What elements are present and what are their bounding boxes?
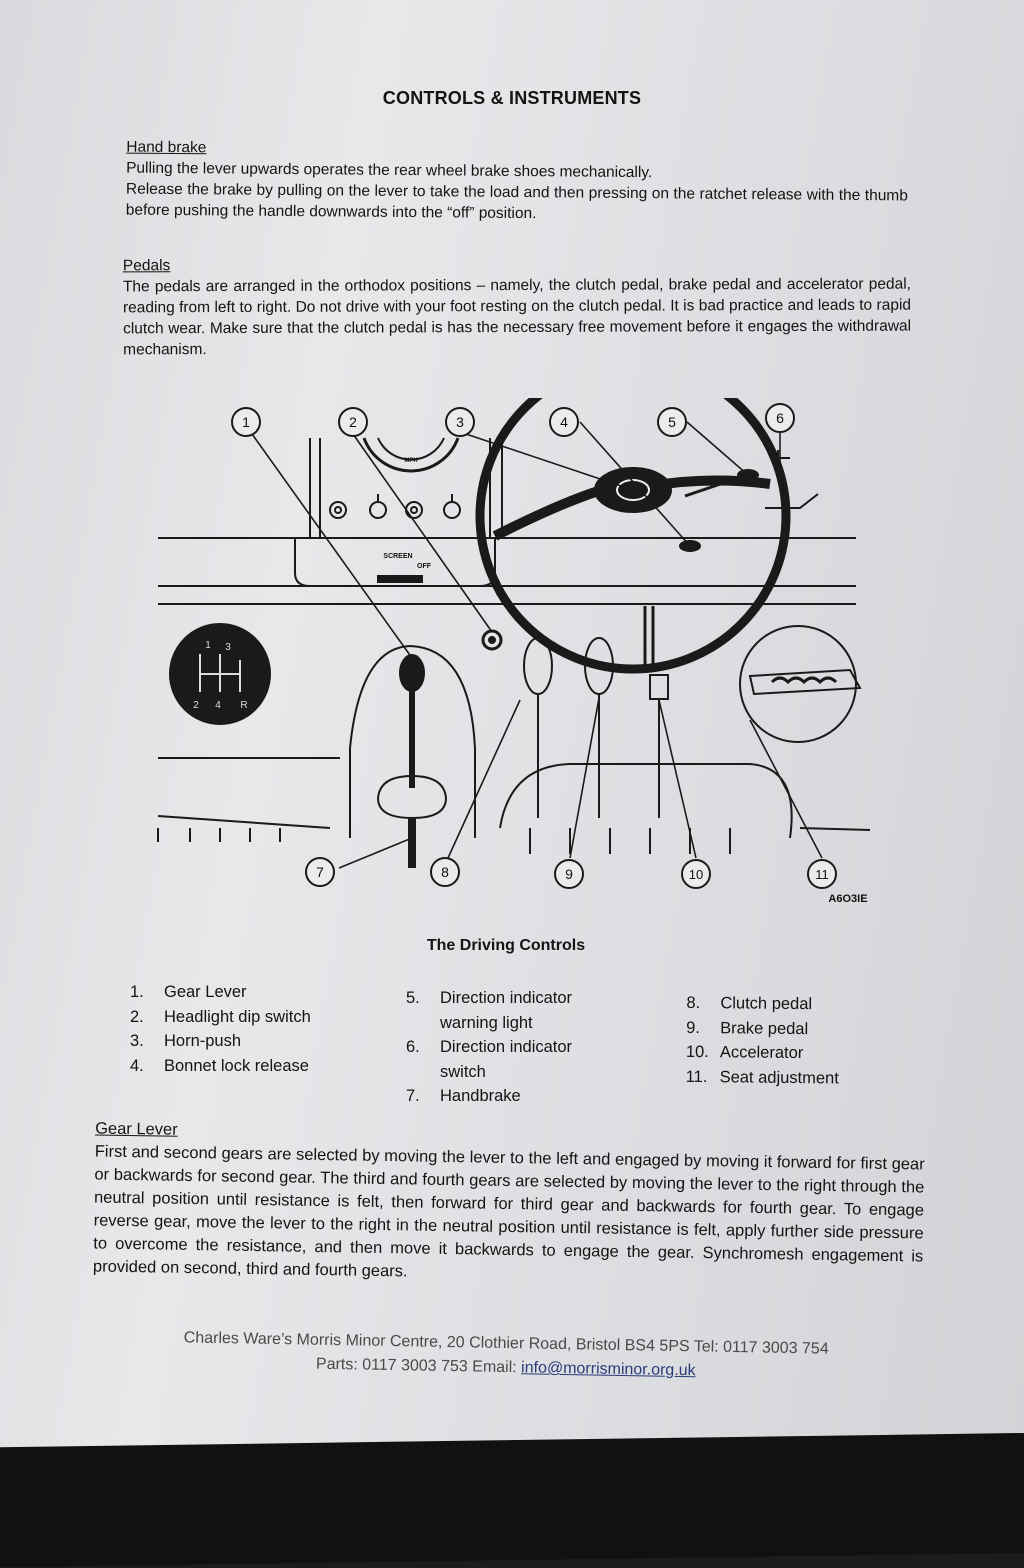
legend-item: 2. Headlight dip switch: [130, 1007, 311, 1026]
legend-item: 8. Clutch pedal: [686, 993, 813, 1014]
callout-line-2: [353, 434, 492, 632]
pedals-section: [123, 253, 911, 361]
callout-label-3: 3: [456, 414, 464, 430]
diagram-ref: A6O3IE: [828, 893, 868, 905]
hand-brake-heading: Hand brake: [126, 138, 207, 157]
callout-label-4: 4: [560, 414, 568, 430]
gear-lever-text: First and second gears are selected by moving the lever to the left and engaged by moving it forward for first gear or backwards for second gear. The third and fourth gears are selected by moving the lever to the right through the neutral position until resistance is felt, then forward for third gear and backwards for fourth gear. To engage reverse gear, move the lever to the right in the neutral position until resistance is felt, apply further side pressure to overcome the resistance, and then move it backwards to engage the gear. Synchromesh engagement is provided on second, third and fourth gears.: [92, 1142, 925, 1281]
callout-label-11: 11: [815, 867, 829, 882]
pedals-text: The pedals are arranged in the orthodox positions – namely, the clutch pedal, brake pedal and accelerator pedal, reading from left to right. Do not drive with your foot resting on the clutch pedal. It is bad practice and leads to rapid clutch wear. Make sure that the clutch pedal is has the necessary free movement before it engages the withdrawal mechanism.: [122, 275, 912, 359]
hand-brake-line-2: Release the brake by pulling on the lever to take the load and then pressing on the ratchet release with the thumb before pushing the handle downwards into the “off” position.: [125, 180, 908, 223]
diagram-caption: The Driving Controls: [426, 937, 586, 954]
hand-brake-section: [126, 137, 909, 228]
screen-label: SCREEN: [383, 553, 413, 560]
gear-label-2: 2: [193, 700, 199, 711]
legend-column-1: [130, 980, 370, 1078]
dash-switch-2: [444, 502, 460, 518]
callout-label-8: 8: [441, 864, 449, 880]
gear-label-r: R: [240, 700, 248, 711]
legend-item: 5. Direction indicator: [406, 989, 573, 1007]
legend-item: 1. Gear Lever: [130, 983, 247, 1001]
legend-item: 4. Bonnet lock release: [130, 1056, 309, 1075]
clutch-pedal: [524, 638, 552, 694]
accelerator-pedal: [650, 675, 668, 699]
floor-outline: [500, 764, 792, 838]
gear-label-1: 1: [205, 640, 211, 651]
speedometer: [364, 438, 458, 471]
seat-adjustment-inset: [740, 626, 856, 742]
mph-label: MPH: [404, 458, 418, 464]
hand-brake-line-1: Pulling the lever upwards operates the rear wheel brake shoes mechanically.: [126, 159, 653, 182]
callout-line-8: [448, 700, 520, 858]
screen-control: [378, 576, 422, 582]
callout-label-10: 10: [688, 867, 704, 882]
legend-item: 3. Horn-push: [130, 1032, 242, 1050]
gear-lever-knob: [400, 655, 424, 691]
footer-address: Charles Ware’s Morris Minor Centre, 20 Clothier Road, Bristol BS4 5PS Tel: 0117 3003 754: [183, 1329, 829, 1358]
legend-item: switch: [440, 1062, 486, 1081]
dash-edge: [765, 494, 818, 508]
legend-item: 6. Direction indicator: [406, 1038, 573, 1056]
dash-knob-2: [406, 502, 422, 518]
page-title: CONTROLS & INSTRUMENTS: [382, 88, 642, 108]
legend-item: 10. Accelerator: [685, 1042, 804, 1063]
footer: [0, 1323, 1012, 1389]
legend-item: 7. Handbrake: [406, 1087, 521, 1105]
gear-lever-section: [93, 1117, 925, 1291]
callout-label-6: 6: [776, 410, 784, 426]
callout-line-10: [659, 700, 696, 858]
callout-label-7: 7: [316, 864, 324, 880]
callout-label-5: 5: [668, 414, 676, 430]
callout-line-9: [570, 698, 599, 858]
gear-lever-heading: Gear Lever: [95, 1119, 178, 1139]
legend-column-2: [406, 986, 626, 1109]
dash-switch-1: [370, 502, 386, 518]
callout-line-7: [339, 838, 412, 868]
off-label: OFF: [417, 563, 431, 570]
steering-wheel: [480, 398, 786, 669]
driving-controls-diagram: [150, 398, 890, 910]
callout-line-5: [687, 422, 748, 475]
email-link[interactable]: info@morrisminor.org.uk: [520, 1359, 696, 1380]
gear-label-4: 4: [215, 700, 221, 711]
footer-parts-phone: Parts: 0117 3003 753 Email:: [315, 1355, 517, 1377]
callout-label-1: 1: [242, 414, 250, 430]
legend-item: 11. Seat adjustment: [685, 1067, 839, 1087]
pedals-heading: Pedals: [122, 257, 171, 275]
legend-column-3: [685, 991, 906, 1091]
callout-label-2: 2: [349, 414, 357, 430]
callout-label-9: 9: [565, 866, 573, 882]
background-shadow: [0, 1432, 1024, 1568]
gear-label-3: 3: [225, 642, 231, 653]
legend-item: 9. Brake pedal: [686, 1018, 809, 1038]
dash-knob-1: [330, 502, 346, 518]
callout-line-1: [252, 434, 412, 658]
legend-item: warning light: [440, 1013, 533, 1032]
